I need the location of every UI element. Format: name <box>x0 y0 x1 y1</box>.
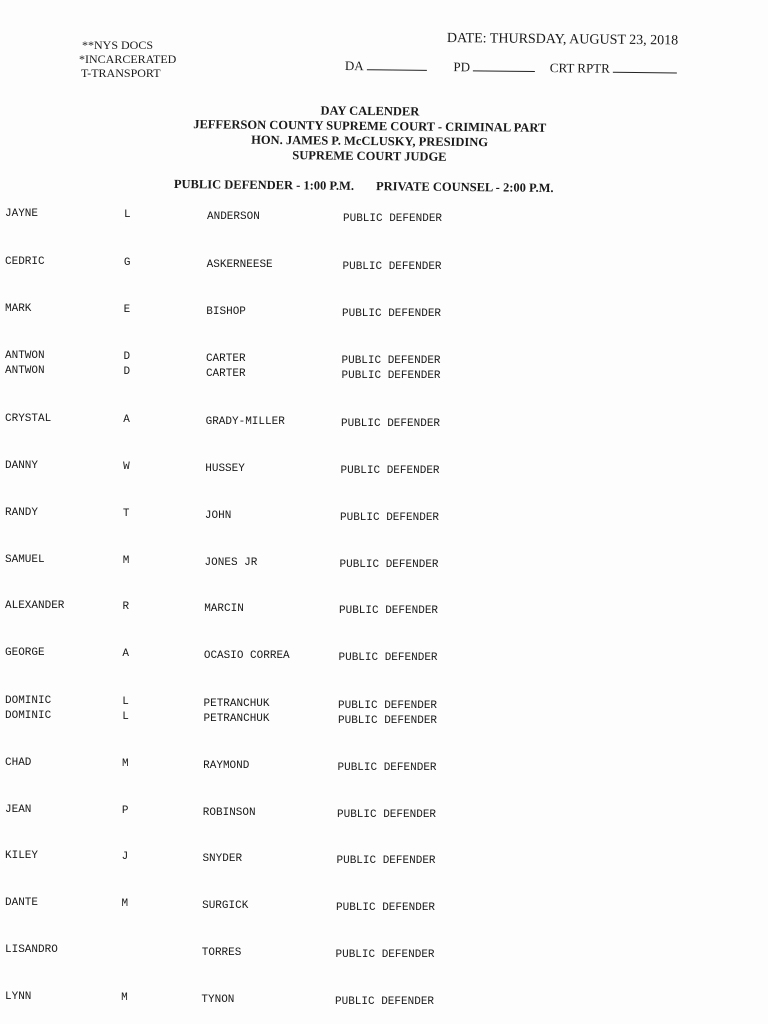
roster-last-text: SURGICK <box>202 900 249 912</box>
roster-last-text: HUSSEY <box>205 463 245 475</box>
roster-last-text: GRADY-MILLER <box>205 416 285 428</box>
roster-counsel-cell <box>339 604 438 619</box>
roster-row <box>0 552 768 580</box>
roster-initial-cell <box>121 991 128 1006</box>
roster-counsel-cell <box>335 995 434 1010</box>
roster-initial-text: M <box>121 992 128 1004</box>
roster-last-cell <box>204 602 244 617</box>
roster-last-text: ASKERNEESE <box>206 259 273 271</box>
roster-initial-cell <box>124 256 131 271</box>
roster-last-cell <box>206 415 285 430</box>
roster-first-text: ALEXANDER <box>5 600 65 612</box>
da-label: DA <box>344 58 364 74</box>
roster-initial-text: P <box>121 805 129 817</box>
roster-initial-text: R <box>122 601 130 613</box>
roster-first-text: LYNN <box>5 991 32 1003</box>
roster-last-cell <box>203 806 256 821</box>
roster-last-text: TORRES <box>201 947 242 959</box>
roster-initial-cell <box>123 350 130 380</box>
roster-last-text: JONES JR <box>204 557 258 569</box>
roster-first-text: DANNY <box>5 460 39 472</box>
roster-counsel-cell <box>336 948 435 963</box>
roster-counsel-cell <box>340 511 439 526</box>
roster-counsel-text: PUBLIC DEFENDER <box>342 308 442 320</box>
roster-first-text: KILEY <box>5 850 39 862</box>
roster-counsel-cell <box>342 307 441 322</box>
roster-counsel-cell <box>343 212 442 227</box>
roster-last-cell <box>202 852 242 867</box>
roster-counsel-text: PUBLIC DEFENDER <box>342 261 442 273</box>
roster-row <box>0 692 768 727</box>
roster-initial-text: W <box>123 461 130 473</box>
legend-incarcerated: *INCARCERATED <box>79 52 177 66</box>
roster-row <box>0 349 768 382</box>
roster-first-cell <box>5 803 31 818</box>
roster-first-text: JAYNE <box>5 208 39 220</box>
roster-initial-cell <box>122 647 129 662</box>
roster-row <box>0 411 768 439</box>
roster-counsel-cell <box>338 699 437 729</box>
roster-counsel-text: PUBLIC DEFENDER <box>335 949 435 961</box>
roster-counsel-cell <box>338 761 437 776</box>
heading-judge: HON. JAMES P. McCLUSKY, PRESIDING <box>251 132 489 150</box>
calendar-date: DATE: THURSDAY, AUGUST 23, 2018 <box>446 31 679 49</box>
roster-first-cell <box>5 694 51 724</box>
roster-first-cell <box>5 412 51 427</box>
roster-counsel-text: PUBLIC DEFENDER <box>335 996 435 1008</box>
roster-initial-text: D <box>123 366 131 378</box>
roster-row <box>0 255 768 283</box>
roster-initial-text: T <box>122 508 130 520</box>
heading-court: JEFFERSON COUNTY SUPREME COURT - CRIMINAL PART <box>193 117 547 135</box>
roster-row <box>0 941 768 969</box>
roster-initial-text: M <box>121 898 129 910</box>
roster-initial-text: L <box>122 696 129 708</box>
roster-first-cell <box>5 255 45 270</box>
roster-last-text: ROBINSON <box>202 807 256 819</box>
roster-last-text: CARTER <box>205 368 246 380</box>
roster-last-text: JOHN <box>204 510 232 522</box>
roster-initial-text: L <box>124 209 131 221</box>
public-defender-time: PUBLIC DEFENDER - 1:00 P.M. <box>173 177 355 193</box>
roster-last-cell <box>203 759 249 774</box>
crt-label: CRT RPTR <box>549 60 610 76</box>
roster-initial-cell <box>123 413 130 428</box>
heading-title: DAY CALENDER <box>320 103 420 119</box>
roster-last-cell <box>204 649 290 664</box>
roster-first-text: DOMINIC <box>5 710 52 722</box>
roster-first-cell <box>5 207 38 222</box>
roster-last-cell <box>207 210 260 225</box>
roster-last-cell <box>202 899 248 914</box>
roster-initial-cell <box>122 757 129 772</box>
roster-counsel-text: PUBLIC DEFENDER <box>341 355 441 367</box>
roster-last-cell <box>204 697 270 727</box>
roster-first-cell <box>5 302 31 317</box>
roster-first-text: ANTWON <box>5 365 45 377</box>
roster-first-cell <box>5 849 38 864</box>
roster-row <box>0 207 768 235</box>
roster-first-text: CHAD <box>5 757 32 769</box>
roster-counsel-cell <box>337 854 436 869</box>
roster-initial-text: A <box>122 648 129 660</box>
legend-nys-docs: **NYS DOCS <box>82 38 154 52</box>
roster-last-text: OCASIO CORREA <box>203 650 290 662</box>
roster-first-text: CRYSTAL <box>5 413 52 425</box>
roster-last-text: CARTER <box>205 353 246 365</box>
roster-row <box>0 505 768 533</box>
roster-counsel-cell <box>340 558 439 573</box>
roster-last-text: TYNON <box>201 994 235 1006</box>
roster-last-cell <box>206 352 246 382</box>
roster-last-text: ANDERSON <box>207 211 260 223</box>
roster-first-text: MARK <box>5 303 32 315</box>
roster-row <box>0 894 768 922</box>
roster-counsel-text: PUBLIC DEFENDER <box>339 605 439 617</box>
roster-first-cell <box>5 990 31 1005</box>
roster-last-cell <box>202 946 242 961</box>
roster-initial-cell <box>122 850 129 865</box>
roster-counsel-text: PUBLIC DEFENDER <box>340 512 440 524</box>
roster-counsel-text: PUBLIC DEFENDER <box>337 762 437 774</box>
roster-initial-cell <box>121 897 128 912</box>
roster-counsel-text: PUBLIC DEFENDER <box>340 465 440 477</box>
legend-transport: T-TRANSPORT <box>81 66 161 80</box>
roster-last-cell <box>201 993 234 1008</box>
roster-first-cell <box>5 599 64 614</box>
roster-first-text: ANTWON <box>5 350 45 362</box>
roster-counsel-cell <box>343 260 442 275</box>
roster-counsel-text: PUBLIC DEFENDER <box>341 418 441 430</box>
roster-first-cell <box>5 646 45 661</box>
roster-row <box>0 598 768 626</box>
roster-last-text: SNYDER <box>202 853 243 865</box>
roster-row <box>0 801 768 829</box>
roster-counsel-cell <box>341 417 440 432</box>
roster-initial-cell <box>123 460 130 475</box>
roster-first-text: LISANDRO <box>5 944 58 956</box>
roster-row <box>0 754 768 782</box>
roster-first-text: CEDRIC <box>5 256 45 268</box>
roster-last-cell <box>207 258 273 273</box>
roster-first-text: SAMUEL <box>5 554 45 566</box>
roster-initial-cell <box>123 507 130 522</box>
roster-counsel-text: PUBLIC DEFENDER <box>343 213 443 225</box>
roster-last-text: RAYMOND <box>203 760 250 772</box>
roster-first-text: JEAN <box>5 804 32 816</box>
roster-initial-text: E <box>123 304 131 316</box>
roster-last-cell <box>205 462 245 477</box>
roster-counsel-text: PUBLIC DEFENDER <box>336 902 436 914</box>
roster-counsel-text: PUBLIC DEFENDER <box>339 559 439 571</box>
roster-counsel-cell <box>336 901 435 916</box>
roster-first-cell <box>5 943 58 958</box>
roster-first-cell <box>5 506 38 521</box>
roster-first-text: GEORGE <box>5 647 45 659</box>
roster-initial-cell <box>123 554 130 569</box>
roster-row <box>0 645 768 673</box>
roster-counsel-cell <box>342 354 441 384</box>
roster-last-text: BISHOP <box>206 306 246 318</box>
roster-row <box>0 458 768 486</box>
private-counsel-time: PRIVATE COUNSEL - 2:00 P.M. <box>375 179 554 195</box>
roster-counsel-text: PUBLIC DEFENDER <box>338 715 438 727</box>
roster-first-text: DOMINIC <box>5 695 52 707</box>
roster-row <box>0 302 768 330</box>
roster-counsel-text: PUBLIC DEFENDER <box>336 855 436 867</box>
roster-initial-text: M <box>122 758 129 770</box>
roster-counsel-text: PUBLIC DEFENDER <box>337 809 437 821</box>
roster-initial-text: A <box>123 414 130 426</box>
roster-counsel-text: PUBLIC DEFENDER <box>341 370 441 382</box>
roster-initial-text: G <box>123 257 131 269</box>
roster-initial-cell <box>122 804 129 819</box>
pd-label: PD <box>453 59 471 75</box>
roster-first-cell <box>5 756 31 771</box>
roster-initial-text: J <box>121 851 129 863</box>
roster-first-cell <box>5 459 38 474</box>
roster-counsel-cell <box>341 464 440 479</box>
roster-initial-text: L <box>122 711 129 723</box>
roster-last-text: PETRANCHUK <box>203 713 270 725</box>
roster-first-cell <box>5 553 45 568</box>
roster-counsel-cell <box>337 808 436 823</box>
roster-last-text: PETRANCHUK <box>203 698 270 710</box>
heading-judge-title: SUPREME COURT JUDGE <box>292 148 447 164</box>
roster-first-cell <box>5 896 38 911</box>
roster-counsel-text: PUBLIC DEFENDER <box>338 700 438 712</box>
roster-last-cell <box>205 556 258 571</box>
roster-row <box>0 988 768 1016</box>
roster-last-cell <box>206 305 246 320</box>
roster-row <box>0 847 768 875</box>
roster-initial-cell <box>123 600 130 615</box>
roster-initial-cell <box>122 695 129 725</box>
roster-first-cell <box>5 349 45 379</box>
roster-counsel-cell <box>339 651 438 666</box>
roster-first-text: DANTE <box>5 897 39 909</box>
roster-initial-cell <box>124 208 131 223</box>
roster-last-text: MARCIN <box>204 603 244 615</box>
roster-first-text: RANDY <box>5 507 39 519</box>
roster-initial-cell <box>124 303 131 318</box>
roster-initial-text: M <box>122 555 130 567</box>
roster-last-cell <box>205 509 231 524</box>
roster-counsel-text: PUBLIC DEFENDER <box>338 652 438 664</box>
roster-initial-text: D <box>123 351 131 363</box>
